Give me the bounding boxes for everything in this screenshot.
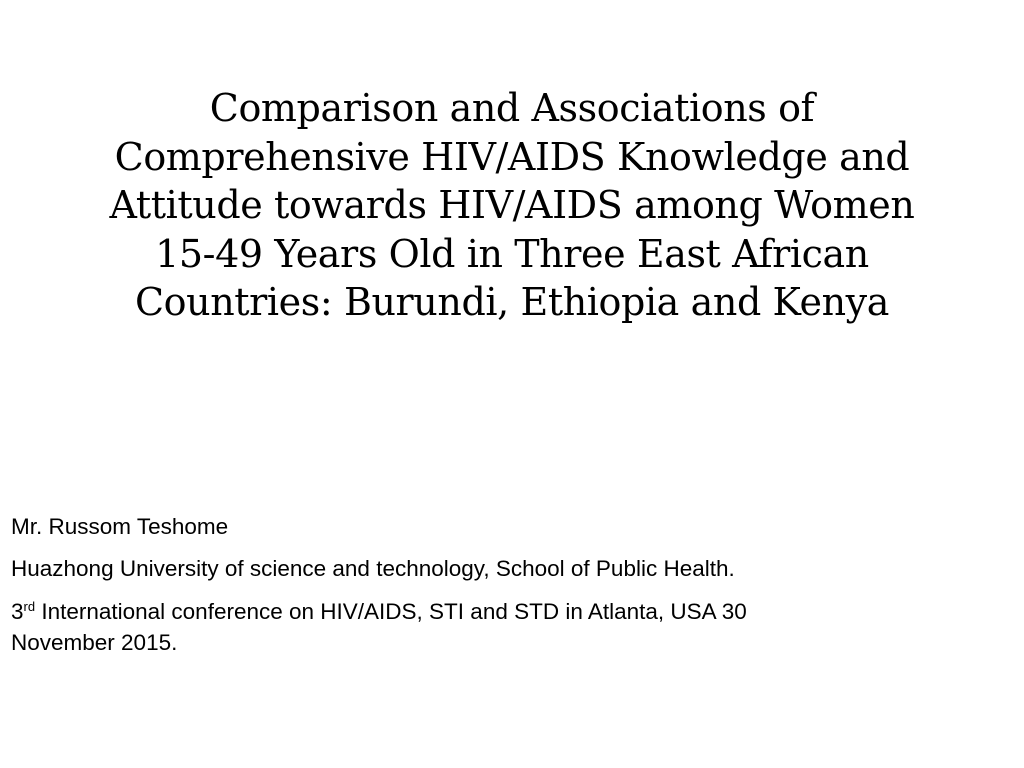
conference-info bbox=[11, 596, 1001, 658]
presentation-details bbox=[11, 512, 1001, 670]
title-line: Comprehensive HIV/AIDS Knowledge and bbox=[114, 134, 910, 179]
author-name: Mr. Russom Teshome bbox=[11, 514, 229, 539]
title-line: Comparison and Associations of bbox=[209, 86, 815, 130]
title-line: 15-49 Years Old in Three East African bbox=[155, 231, 869, 276]
conference-ordinal-suffix: rd bbox=[23, 599, 36, 614]
title-line: Attitude towards HIV/AIDS among Women bbox=[109, 183, 915, 227]
conference-date: November 2015. bbox=[11, 630, 178, 655]
conference-text: International conference on HIV/AIDS, STI and STD in Atlanta, USA 30 bbox=[35, 599, 747, 624]
slide-title bbox=[20, 84, 1004, 327]
title-line: Countries: Burundi, Ethiopia and Kenya bbox=[134, 280, 890, 324]
affiliation: Huazhong University of science and technology, School of Public Health. bbox=[11, 556, 735, 581]
conference-ordinal-number: 3 bbox=[11, 599, 24, 624]
